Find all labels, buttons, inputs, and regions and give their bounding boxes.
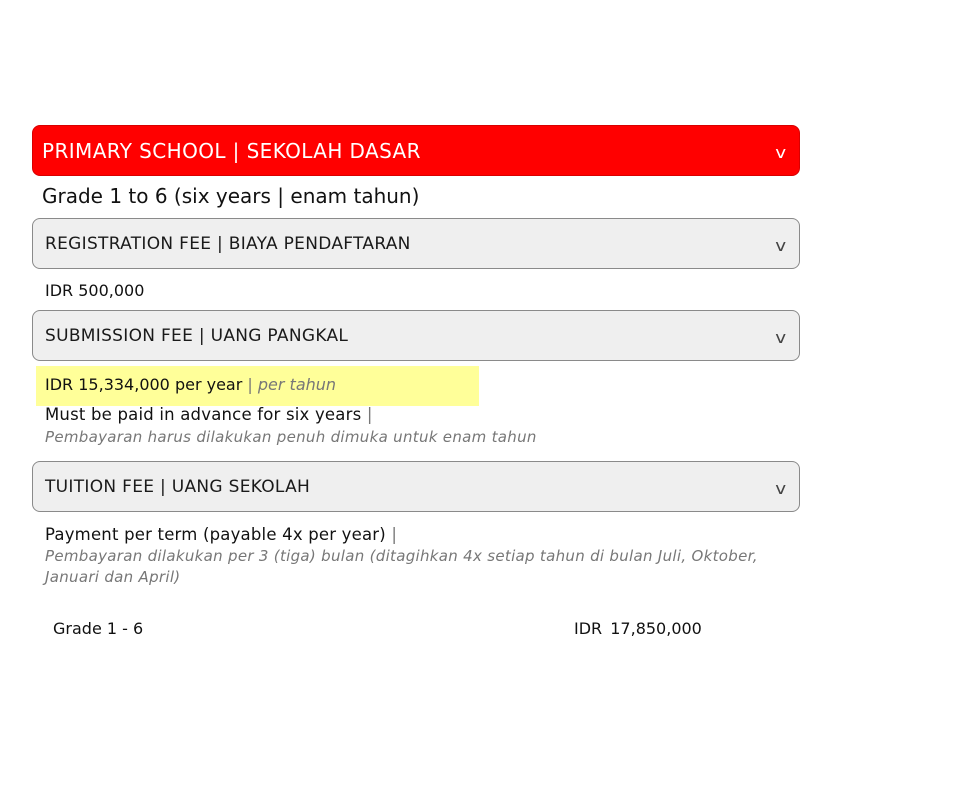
chevron-down-icon[interactable]: v <box>774 235 786 255</box>
tuition-row-grade: Grade 1 - 6 <box>53 619 144 638</box>
tuition-note-en: Payment per term (payable 4x per year) <box>45 525 386 544</box>
chevron-down-icon[interactable]: v <box>774 327 786 347</box>
submission-amount-id: per tahun <box>257 375 337 394</box>
submission-fee-amount <box>45 375 336 394</box>
submission-note-en: Must be paid in advance for six years <box>45 405 362 424</box>
tuition-fee-title: TUITION FEE | UANG SEKOLAH <box>45 476 311 497</box>
submission-note <box>45 405 373 424</box>
separator: | <box>391 525 398 544</box>
submission-fee-accordion[interactable] <box>32 310 800 361</box>
primary-school-title: PRIMARY SCHOOL | SEKOLAH DASAR <box>42 138 421 163</box>
chevron-down-icon[interactable]: v <box>774 142 786 162</box>
submission-amount-en: IDR 15,334,000 per year <box>45 375 243 394</box>
tuition-row-price: IDR 17,850,000 <box>574 619 702 638</box>
tuition-note-id: Pembayaran dilakukan per 3 (tiga) bulan (ditagihkan 4x setiap tahun di bulan Juli, Oktober, Januari dan April) <box>45 547 758 586</box>
grade-range-text: Grade 1 to 6 (six years | enam tahun) <box>42 184 420 208</box>
primary-school-accordion[interactable] <box>32 125 800 176</box>
tuition-note <box>45 525 397 544</box>
submission-fee-title: SUBMISSION FEE | UANG PANGKAL <box>45 325 349 346</box>
separator: | <box>366 405 373 424</box>
registration-fee-amount: IDR 500,000 <box>45 281 145 300</box>
registration-fee-title: REGISTRATION FEE | BIAYA PENDAFTARAN <box>45 233 411 254</box>
registration-fee-accordion[interactable] <box>32 218 800 269</box>
submission-note-id: Pembayaran harus dilakukan penuh dimuka untuk enam tahun <box>45 428 537 446</box>
tuition-fee-accordion[interactable] <box>32 461 800 512</box>
separator: | <box>247 375 253 394</box>
chevron-down-icon[interactable]: v <box>774 478 786 498</box>
